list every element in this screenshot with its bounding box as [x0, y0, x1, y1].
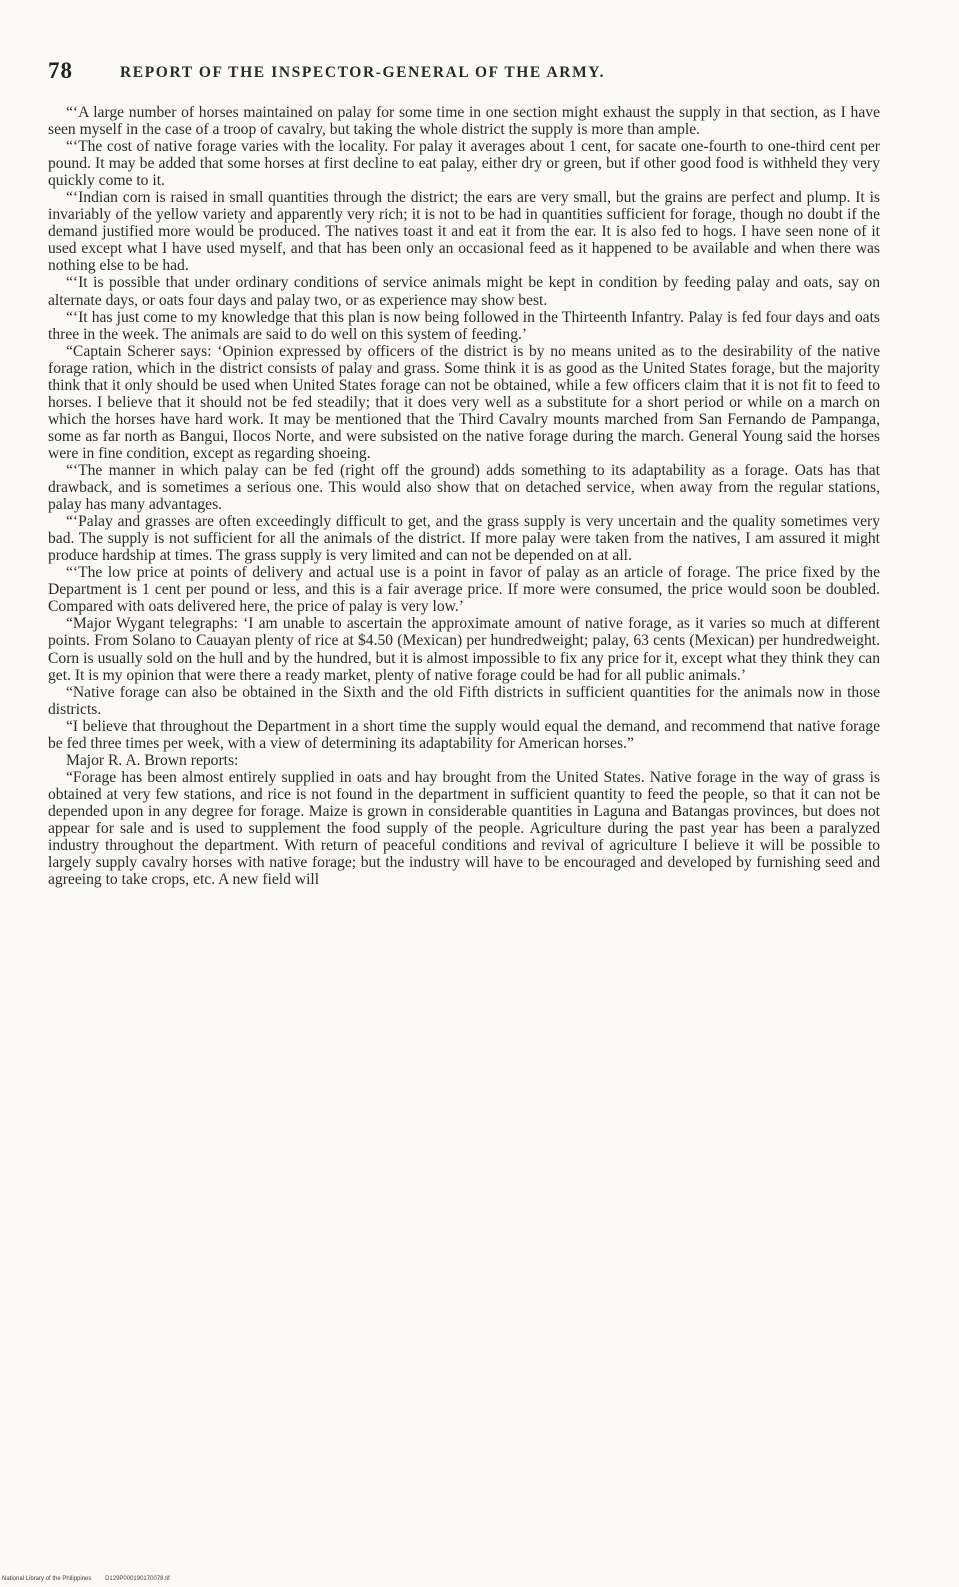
footer-identifier: D129P000190170078.tif [105, 1576, 170, 1582]
paragraph: “I believe that throughout the Department in a short time the supply would equal the demand, and recommend that native forage be fed three times per week, with a view of determining its adaptability for American horses.” [48, 717, 880, 752]
running-head: REPORT OF THE INSPECTOR-GENERAL OF THE ARMY. [120, 64, 606, 81]
paragraph: “Forage has been almost entirely supplied in oats and hay brought from the United States. Native forage in the way of grass is obtained at very few stations, and rice is not found in the department in sufficient quantity to feed the people, so that it can not be depended upon in any degree for forage. Maize is grown in considerable quantities in Laguna and Batangas provinces, but does not appear for sale and is used to supplement the food supply of the people. Agriculture during the past year has been a paralyzed industry throughout the department. With return of peaceful conditions and revival of agriculture I believe it will be possible to largely supply cavalry horses with native forage; but the industry will have to be encouraged and developed by furnishing seed and agreeing to take crops, etc. A new field will [48, 768, 880, 889]
paragraph: “‘The manner in which palay can be fed (right off the ground) adds something to its adaptability as a forage. Oats has that drawback, and is sometimes a serious one. This would also show that on detached service, when away from the regular stations, palay has many advantages. [48, 461, 880, 514]
page-header [48, 58, 878, 92]
paragraph: “‘The cost of native forage varies with the locality. For palay it averages about 1 cent, for sacate one-fourth to one-third cent per pound. It may be added that some horses at first decline to eat palay, either dry or green, but if other good food is withheld they very quickly come to it. [48, 138, 880, 190]
paragraph: “‘The low price at points of delivery and actual use is a point in favor of palay as an article of forage. The price fixed by the Department is 1 cent per pound or less, and this is a fair average price. If more were consumed, the price would soon be doubled. Compared with oats delivered here, the price of palay is very low.’ [48, 564, 880, 616]
paragraph: “‘It has just come to my knowledge that this plan is now being followed in the Thirteenth Infantry. Palay is fed four days and oats three in the week. The animals are said to do well on this system of feeding.’ [48, 308, 880, 343]
paragraph: Major R. A. Brown reports: [66, 751, 239, 769]
paragraph: “‘A large number of horses maintained on palay for some time in one section might exhaust the supply in that section, as I have seen myself in the case of a troop of cavalry, but taking the whole district the supply is more than ample. [48, 104, 880, 139]
paragraph: “‘Indian corn is raised in small quantities through the district; the ears are very small, but the grains are perfect and plump. It is invariably of the yellow variety and apparently very rich; it is not to be had in quantities sufficient for forage, though no doubt if the demand justified more would be produced. The natives toast it and eat it from the ear. It is also fed to hogs. I have seen none of it used except what I have used myself, and that has been only an occasional feed as it happened to be available and when there was nothing else to be had. [48, 189, 880, 275]
footer-library: National Library of the Philippines [2, 1576, 92, 1582]
page-number: 78 [48, 58, 73, 83]
paragraph: “Major Wygant telegraphs: ‘I am unable to ascertain the approximate amount of native forage, as it varies so much at different points. From Solano to Cauayan plenty of rice at $4.50 (Mexican) per hundredweight; palay, 63 cents (Mexican) per hundredweight. Corn is usually sold on the hull and by the hundred, but it is almost impossible to fix any price for it, except what they think they can get. It is my opinion that were there a ready market, plenty of native forage could be had for all public animals.’ [48, 615, 880, 684]
paragraph: “‘Palay and grasses are often exceedingly difficult to get, and the grass supply is very uncertain and the quality sometimes very bad. The supply is not sufficient for all the animals of the district. If more palay were taken from the natives, I am assured it might produce hardship at times. The grass supply is very limited and can not be depended on at all. [48, 513, 880, 565]
paragraph: “Native forage can also be obtained in the Sixth and the old Fifth districts in sufficient quantities for the animals now in those districts. [48, 683, 880, 718]
paragraph: “‘It is possible that under ordinary conditions of service animals might be kept in condition by feeding palay and oats, say on alternate days, or oats four days and palay two, or as experience may show best. [48, 274, 880, 309]
scan-footer [2, 1576, 182, 1582]
body-text [48, 104, 880, 888]
paragraph: “Captain Scherer says: ‘Opinion expressed by officers of the district is by no means united as to the desirability of the native forage ration, which in the district consists of palay and grass. Some think it is as good as the United States forage, but the majority think that it only should be used when United States forage can not be obtained, while a few officers claim that it is not fit to feed to horses. I believe that it should not be fed steadily; that it does very well as a substitute for a short period or while on a march on which the horses have hard work. It may be mentioned that the Third Cavalry mounts marched from San Fernando de Pampanga, some as far north as Bangui, Ilocos Norte, and were subsisted on the native forage during the march. General Young said the horses were in fine condition, except as regarding shoeing. [48, 342, 880, 462]
